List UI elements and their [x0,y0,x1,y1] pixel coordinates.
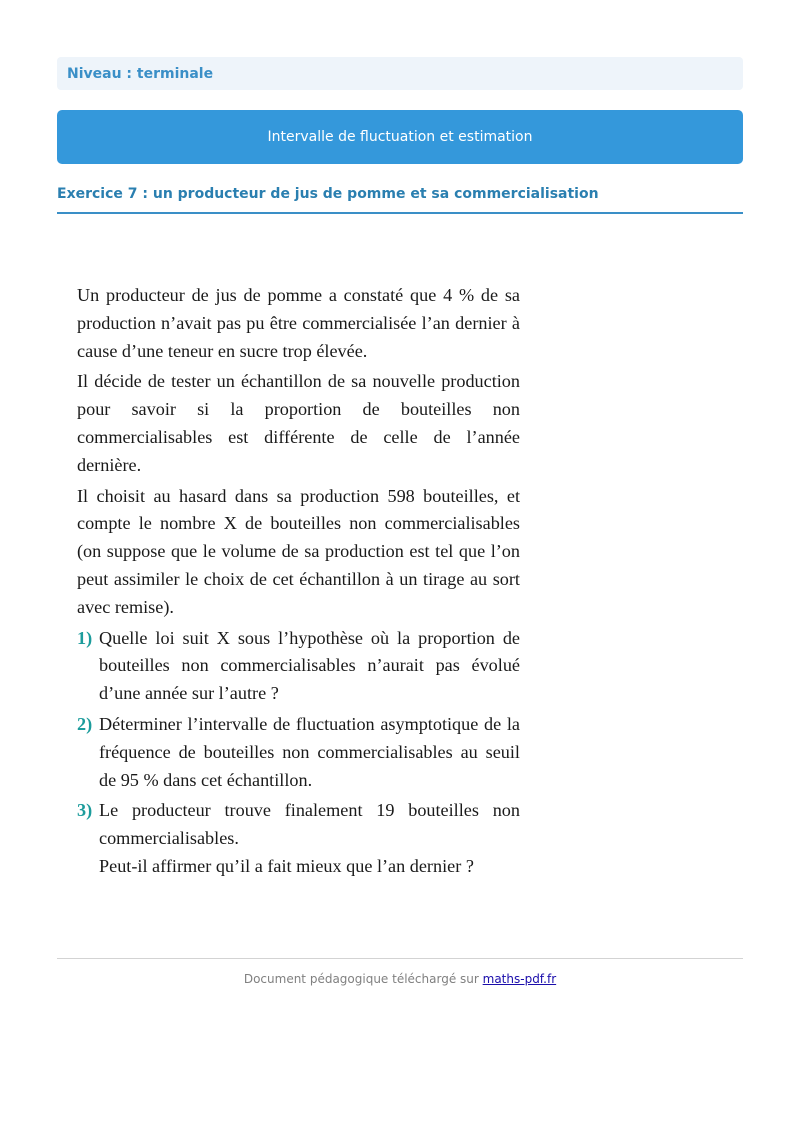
exercise-title: Exercice 7 : un producteur de jus de pomme et sa commercialisation [57,186,599,202]
question-number: 2) [77,713,93,734]
intro-paragraph: Il choisit au hasard dans sa production 598 bouteilles, et compte le nombre X de bouteilles non commercialisables (on suppose que le volume de sa production est tel que l’on peut assimiler le choix de cet échantillon à un tirage au sort avec remise). [77,485,520,617]
question-item [77,797,520,880]
question-item [77,711,520,794]
footer-text: Document pédagogique téléchargé sur [243,972,483,986]
question-text-block [99,797,520,880]
intro-paragraph: Il décide de tester un échantillon de sa nouvelle production pour savoir si la proportion de bouteilles non commercialisables est différente de celle de l’année dernière. [77,371,520,475]
chapter-banner [57,110,743,164]
question-number: 1) [77,627,93,648]
footer [57,972,743,986]
title-divider [57,212,743,214]
level-label: Niveau : terminale [57,57,743,90]
exercise-body [77,282,520,884]
footer-divider [57,958,743,959]
question-text: Quelle loi suit X sous l’hypothèse où la proportion de bouteilles non commercialisables n’aurait pas évolué d’une année sur l’autre ? [99,627,520,704]
question-text: Peut-il affirmer qu’il a fait mieux que l’an dernier ? [99,855,474,876]
question-text: Déterminer l’intervalle de fluctuation asymptotique de la fréquence de bouteilles non commercialisables au seuil de 95 % dans cet échantillon. [99,713,520,790]
chapter-title: Intervalle de fluctuation et estimation [267,129,533,145]
question-text: Le producteur trouve finalement 19 bouteilles non commercialisables. [99,800,520,849]
question-number: 3) [77,800,93,821]
footer-link[interactable]: maths-pdf.fr [482,972,557,986]
intro-paragraph: Un producteur de jus de pomme a constaté que 4 % de sa production n’avait pas pu être commercialisée l’an dernier à cause d’une teneur en sucre trop élevée. [77,285,520,361]
question-item [77,625,520,708]
